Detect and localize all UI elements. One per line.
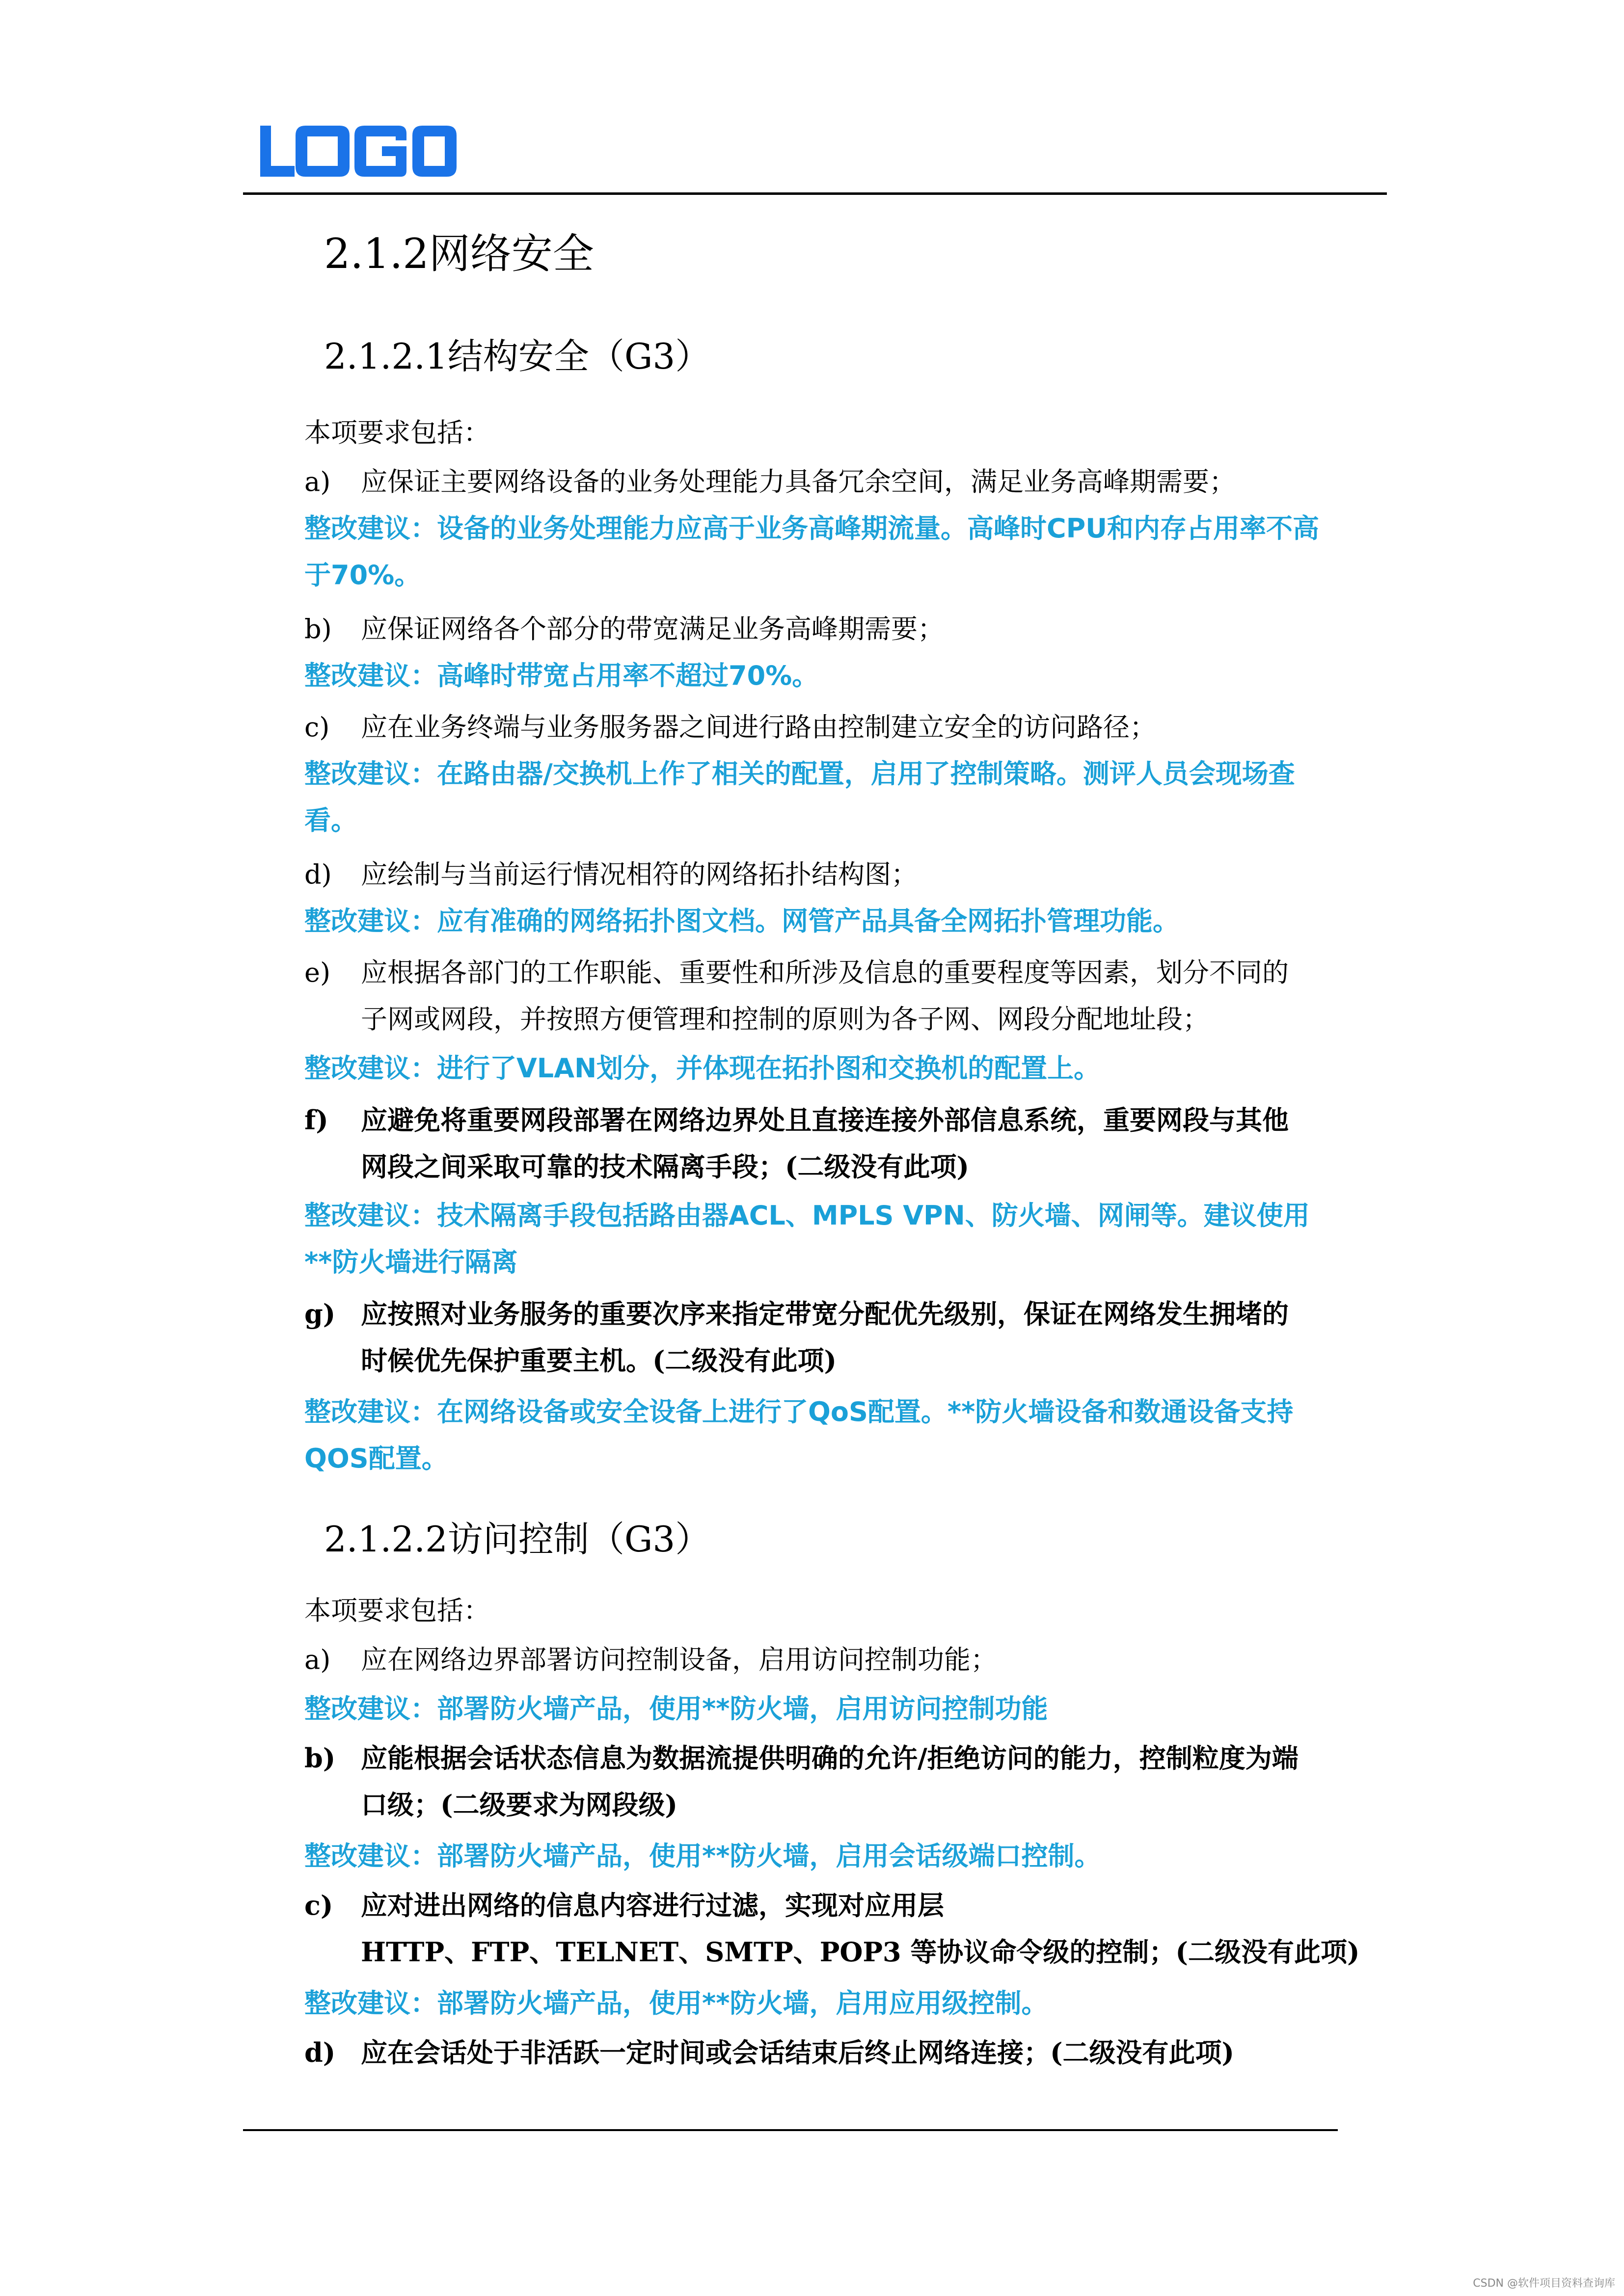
requirement-text: 应按照对业务服务的重要次序来指定带宽分配优先级别，保证在网络发生拥堵的 [361,1298,1289,1330]
item-marker: a) [304,466,331,497]
recommendation-text: 整改建议：部署防火墙产品，使用**防火墙，启用访问控制功能 [304,1693,1048,1724]
requirement-text: 应根据各部门的工作职能、重要性和所涉及信息的重要程度等因素，划分不同的 [361,957,1289,988]
requirement-text: 应保证网络各个部分的带宽满足业务高峰期需要； [361,614,944,644]
recommendation-text: 整改建议：设备的业务处理能力应高于业务高峰期流量。高峰时CPU和内存占用率不高 [304,513,1320,544]
recommendation-text: **防火墙进行隔离 [304,1247,518,1278]
recommendation-text: 整改建议：进行了VLAN划分，并体现在拓扑图和交换机的配置上。 [304,1053,1101,1084]
recommendation-text: 整改建议：部署防火墙产品，使用**防火墙，启用应用级控制。 [304,1988,1048,2019]
recommendation-text: 整改建议：在路由器/交换机上作了相关的配置，启用了控制策略。测评人员会现场查 [304,758,1295,789]
recommendation-text: 看。 [304,805,357,836]
requirement-text: 网段之间采取可靠的技术隔离手段；(二级没有此项) [361,1151,970,1182]
item-marker: c) [304,1890,333,1921]
item-marker: d) [304,859,332,890]
header-rule [243,192,1387,195]
footer-rule [243,2129,1338,2131]
requirement-text: 应避免将重要网段部署在网络边界处且直接连接外部信息系统，重要网段与其他 [361,1104,1289,1136]
requirement-text: 口级；(二级要求为网段级) [361,1789,678,1820]
requirement-text: 应绘制与当前运行情况相符的网络拓扑结构图； [361,859,918,890]
watermark: CSDN @软件项目资料查询库 [1473,2277,1615,2290]
company-logo [260,122,457,181]
item-marker: c) [304,712,330,743]
item-marker: a) [304,1644,331,1675]
intro-text: 本项要求包括： [304,417,490,448]
requirement-text: HTTP、FTP、TELNET、SMTP、POP3 等协议命令级的控制；(二级没有此项) [361,1936,1360,1968]
section-title: 2.1.2网络安全 [324,230,594,278]
requirement-text: 应能根据会话状态信息为数据流提供明确的允许/拒绝访问的能力，控制粒度为端 [361,1742,1299,1774]
subsection-title-access: 2.1.2.2访问控制（G3） [324,1519,711,1560]
requirement-text: 应在会话处于非活跃一定时间或会话结束后终止网络连接；(二级没有此项) [361,2037,1235,2068]
recommendation-text: QOS配置。 [304,1443,448,1474]
requirement-text: 应在网络边界部署访问控制设备，启用访问控制功能； [361,1644,997,1675]
requirement-text: 子网或网段，并按照方便管理和控制的原则为各子网、网段分配地址段； [361,1004,1209,1035]
item-marker: b) [304,614,332,644]
item-marker: b) [304,1742,336,1774]
requirement-text: 应在业务终端与业务服务器之间进行路由控制建立安全的访问路径； [361,712,1156,743]
requirement-text: 应保证主要网络设备的业务处理能力具备冗余空间，满足业务高峰期需要； [361,466,1236,497]
recommendation-text: 整改建议：部署防火墙产品，使用**防火墙，启用会话级端口控制。 [304,1841,1101,1871]
recommendation-text: 整改建议：在网络设备或安全设备上进行了QoS配置。**防火墙设备和数通设备支持 [304,1396,1294,1427]
subsection-title-structural: 2.1.2.1结构安全（G3） [324,336,711,377]
recommendation-text: 整改建议：应有准确的网络拓扑图文档。网管产品具备全网拓扑管理功能。 [304,906,1179,936]
intro-text: 本项要求包括： [304,1595,490,1626]
requirement-text: 应对进出网络的信息内容进行过滤，实现对应用层 [361,1890,944,1921]
recommendation-text: 整改建议：高峰时带宽占用率不超过70%。 [304,660,819,691]
item-marker: f) [304,1104,328,1136]
recommendation-text: 于70%。 [304,560,421,590]
item-marker: g) [304,1298,336,1330]
requirement-text: 时候优先保护重要主机。(二级没有此项) [361,1345,837,1376]
recommendation-text: 整改建议：技术隔离手段包括路由器ACL、MPLS VPN、防火墙、网闸等。建议使用 [304,1200,1310,1231]
item-marker: e) [304,957,331,988]
item-marker: d) [304,2037,336,2068]
